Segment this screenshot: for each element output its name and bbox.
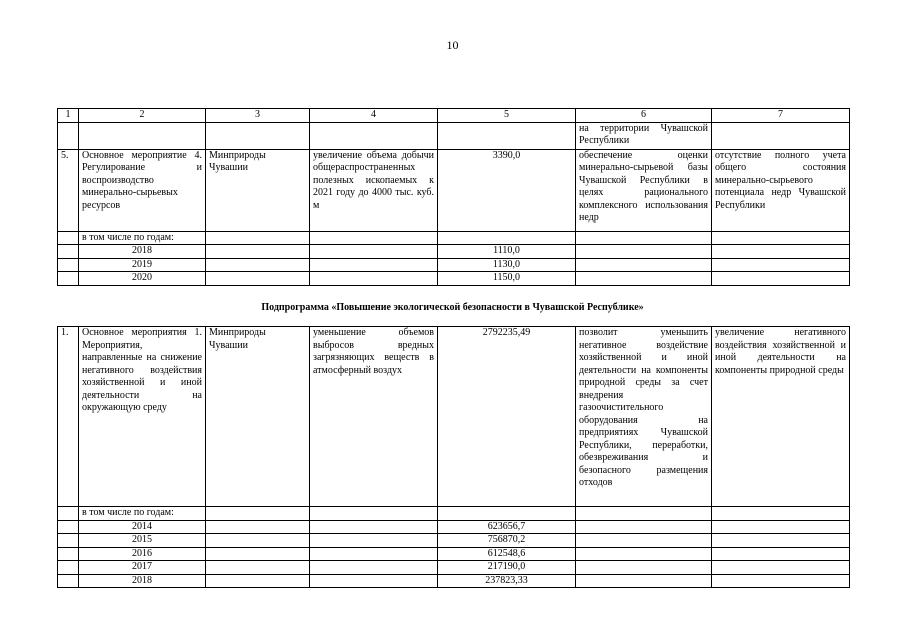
- non-implementation-consequence: отсутствие полного учета общего состояния минерально-сырьевого потенциала недр Чувашской Республики: [712, 149, 850, 231]
- year: 2014: [79, 520, 206, 534]
- year-amount: 612548,6: [438, 547, 576, 561]
- year-amount: 1150,0: [438, 272, 576, 286]
- year-row: [58, 561, 850, 575]
- continuation-text: на территории Чувашской Республики: [576, 122, 712, 149]
- year: 2019: [79, 258, 206, 272]
- continuation-row: [58, 122, 850, 149]
- measures-table-2: [57, 326, 850, 588]
- by-years-row: [58, 507, 850, 521]
- subprogram-title: Подпрограмма «Повышение экологической безопасности в Чувашской Республике»: [261, 302, 644, 313]
- year: 2016: [79, 547, 206, 561]
- year-amount: 217190,0: [438, 561, 576, 575]
- by-years-row: [58, 231, 850, 245]
- year: 2020: [79, 272, 206, 286]
- funding-amount: 3390,0: [438, 149, 576, 231]
- year-row: [58, 534, 850, 548]
- target-indicator: увеличение объема добычи общераспространенных полезных ископаемых к 2021 году до 4000 тыс. куб. м: [310, 149, 438, 231]
- row-number: 1.: [58, 327, 79, 507]
- executor: Минприроды Чувашии: [206, 327, 310, 507]
- col-number-2: 2: [79, 109, 206, 123]
- year-row: [58, 245, 850, 259]
- col-number-1: 1: [58, 109, 79, 123]
- non-implementation-consequence: увеличение негативного воздействия хозяйственной и иной деятельности на компоненты природной среды: [712, 327, 850, 507]
- measure-name: Основное мероприятие 4. Регулирование и воспроизводство минерально-сырьевых ресурсов: [79, 149, 206, 231]
- year: 2018: [79, 574, 206, 588]
- measures-table-1: [57, 108, 850, 286]
- measure-row: [58, 327, 850, 507]
- year-row: [58, 574, 850, 588]
- year-amount: 1130,0: [438, 258, 576, 272]
- year-amount: 237823,33: [438, 574, 576, 588]
- funding-amount: 2792235,49: [438, 327, 576, 507]
- year-amount: 623656,7: [438, 520, 576, 534]
- year-row: [58, 520, 850, 534]
- column-number-row: [58, 109, 850, 123]
- target-indicator: уменьшение объемов выбросов вредных загрязняющих веществ в атмосферный воздух: [310, 327, 438, 507]
- col-number-6: 6: [576, 109, 712, 123]
- year: 2018: [79, 245, 206, 259]
- measure-row: [58, 149, 850, 231]
- year-amount: 1110,0: [438, 245, 576, 259]
- col-number-5: 5: [438, 109, 576, 123]
- by-years-label: в том числе по годам:: [79, 507, 206, 521]
- row-number: 5.: [58, 149, 79, 231]
- year-row: [58, 272, 850, 286]
- by-years-label: в том числе по годам:: [79, 231, 206, 245]
- col-number-4: 4: [310, 109, 438, 123]
- year-amount: 756870,2: [438, 534, 576, 548]
- expected-effect: позволит уменьшить негативное воздействие хозяйственной и иной деятельности на компоненты природной среды за счет внедрения газоочистительного оборудования на предприятиях Чувашской Республики, переработки, обезвреживания и безопасного размещения отходов: [576, 327, 712, 507]
- year: 2017: [79, 561, 206, 575]
- year-row: [58, 258, 850, 272]
- page-number: 10: [446, 38, 459, 52]
- executor: Минприроды Чувашии: [206, 149, 310, 231]
- expected-effect: обеспечение оценки минерально-сырьевой базы Чувашской Республики в целях рационального комплексного использования недр: [576, 149, 712, 231]
- measure-name: Основное мероприятия 1. Мероприятия, направленные на снижение негативного воздействия хозяйственной и иной деятельности на окружающую среду: [79, 327, 206, 507]
- year-row: [58, 547, 850, 561]
- year: 2015: [79, 534, 206, 548]
- col-number-3: 3: [206, 109, 310, 123]
- col-number-7: 7: [712, 109, 850, 123]
